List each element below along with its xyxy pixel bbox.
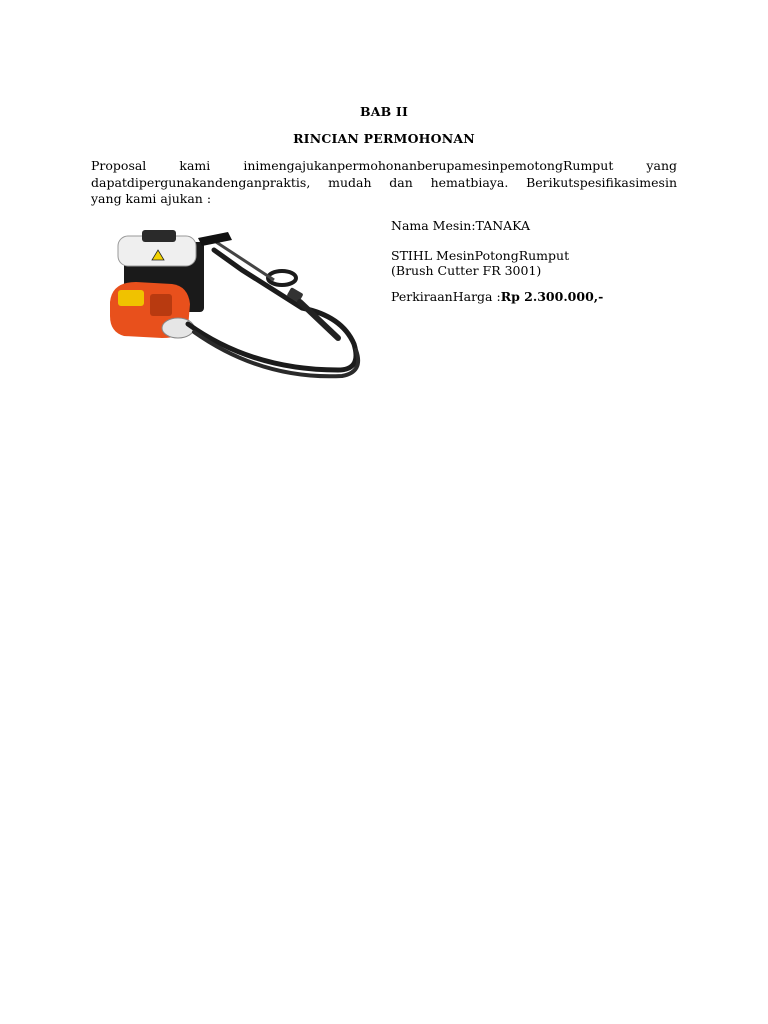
price-value: Rp 2.300.000,- [500,289,604,304]
model-line-1: STIHL MesinPotongRumput [391,248,570,263]
model-line-2: (Brush Cutter FR 3001) [391,263,542,278]
section-title: RINCIAN PERMOHONAN [293,131,475,146]
paragraph-line-3: yang kami ajukan : [91,191,212,206]
machine-model [391,248,569,278]
price-label: PerkiraanHarga : [391,289,501,304]
paragraph-line-2: dapatdipergunakandenganpraktis, mudah dan hematbiaya. Berikutspesifikasimesin [91,174,677,190]
paragraph-line-1: Proposal kami inimengajukanpermohonanberupamesinpemotongRumput yang [91,158,677,173]
brush-cutter-image [102,220,364,388]
estimated-price [391,289,603,304]
chapter-heading: BAB II [359,104,409,119]
machine-name: Nama Mesin:TANAKA [391,218,531,233]
intro-paragraph [91,158,677,208]
